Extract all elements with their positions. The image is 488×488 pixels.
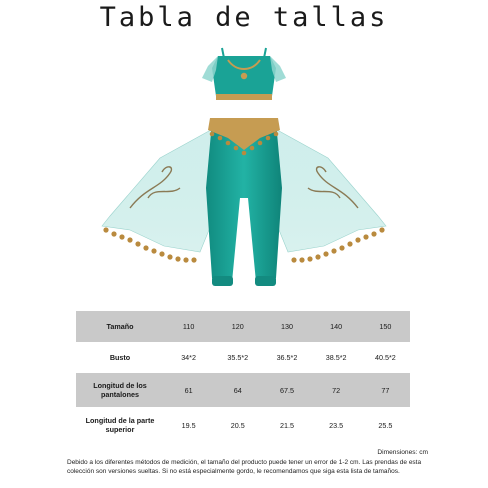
costume-image bbox=[100, 38, 388, 300]
table-cell: 64 bbox=[213, 373, 262, 407]
table-row-header bbox=[76, 311, 410, 342]
table-header-cell: 140 bbox=[312, 311, 361, 342]
table-cell: 25.5 bbox=[378, 420, 393, 430]
table-row-label: Longitud de la parte superior bbox=[85, 416, 155, 434]
page-title: Tabla de tallas bbox=[99, 2, 389, 33]
table-cell: 40.5*2 bbox=[374, 353, 396, 362]
sheer-overlay-skirt bbox=[102, 126, 218, 252]
table-row bbox=[76, 342, 410, 373]
table-cell: 67.5 bbox=[262, 373, 311, 407]
table-header-cell: 130 bbox=[262, 311, 311, 342]
size-chart-table bbox=[76, 311, 410, 443]
table-cell: 61 bbox=[164, 373, 213, 407]
measurement-note: Debido a los diferentes métodos de medición, el tamaño del producto puede tener un error de 1-2 cm. Las prendas de esta colección son versiones sueltas. Si no está especialmente gordo, le recomendamos que siga esta lista de tamaños. bbox=[67, 459, 422, 475]
table-cell: 19.5 bbox=[181, 420, 196, 430]
table-cell: 35.5*2 bbox=[227, 353, 249, 362]
table-row-label: Longitud de los pantalones bbox=[76, 373, 164, 407]
table-cell: 77 bbox=[361, 373, 410, 407]
table-cell: 38.5*2 bbox=[325, 353, 347, 362]
table-cell: 20.5 bbox=[230, 420, 245, 430]
table-cell: 36.5*2 bbox=[276, 353, 298, 362]
table-cell: 72 bbox=[312, 373, 361, 407]
table-cell: 34*2 bbox=[181, 353, 196, 362]
table-row bbox=[76, 407, 410, 443]
table-header-cell: Tamaño bbox=[76, 311, 164, 342]
table-cell: 21.5 bbox=[279, 420, 294, 430]
units-label: Dimensiones: cm bbox=[377, 449, 428, 456]
table-row-label: Busto bbox=[109, 353, 131, 362]
table-header-cell: 110 bbox=[164, 311, 213, 342]
table-header-cell: 150 bbox=[361, 311, 410, 342]
table-cell: 23.5 bbox=[329, 420, 344, 430]
table-row bbox=[76, 373, 410, 407]
table-header-cell: 120 bbox=[213, 311, 262, 342]
